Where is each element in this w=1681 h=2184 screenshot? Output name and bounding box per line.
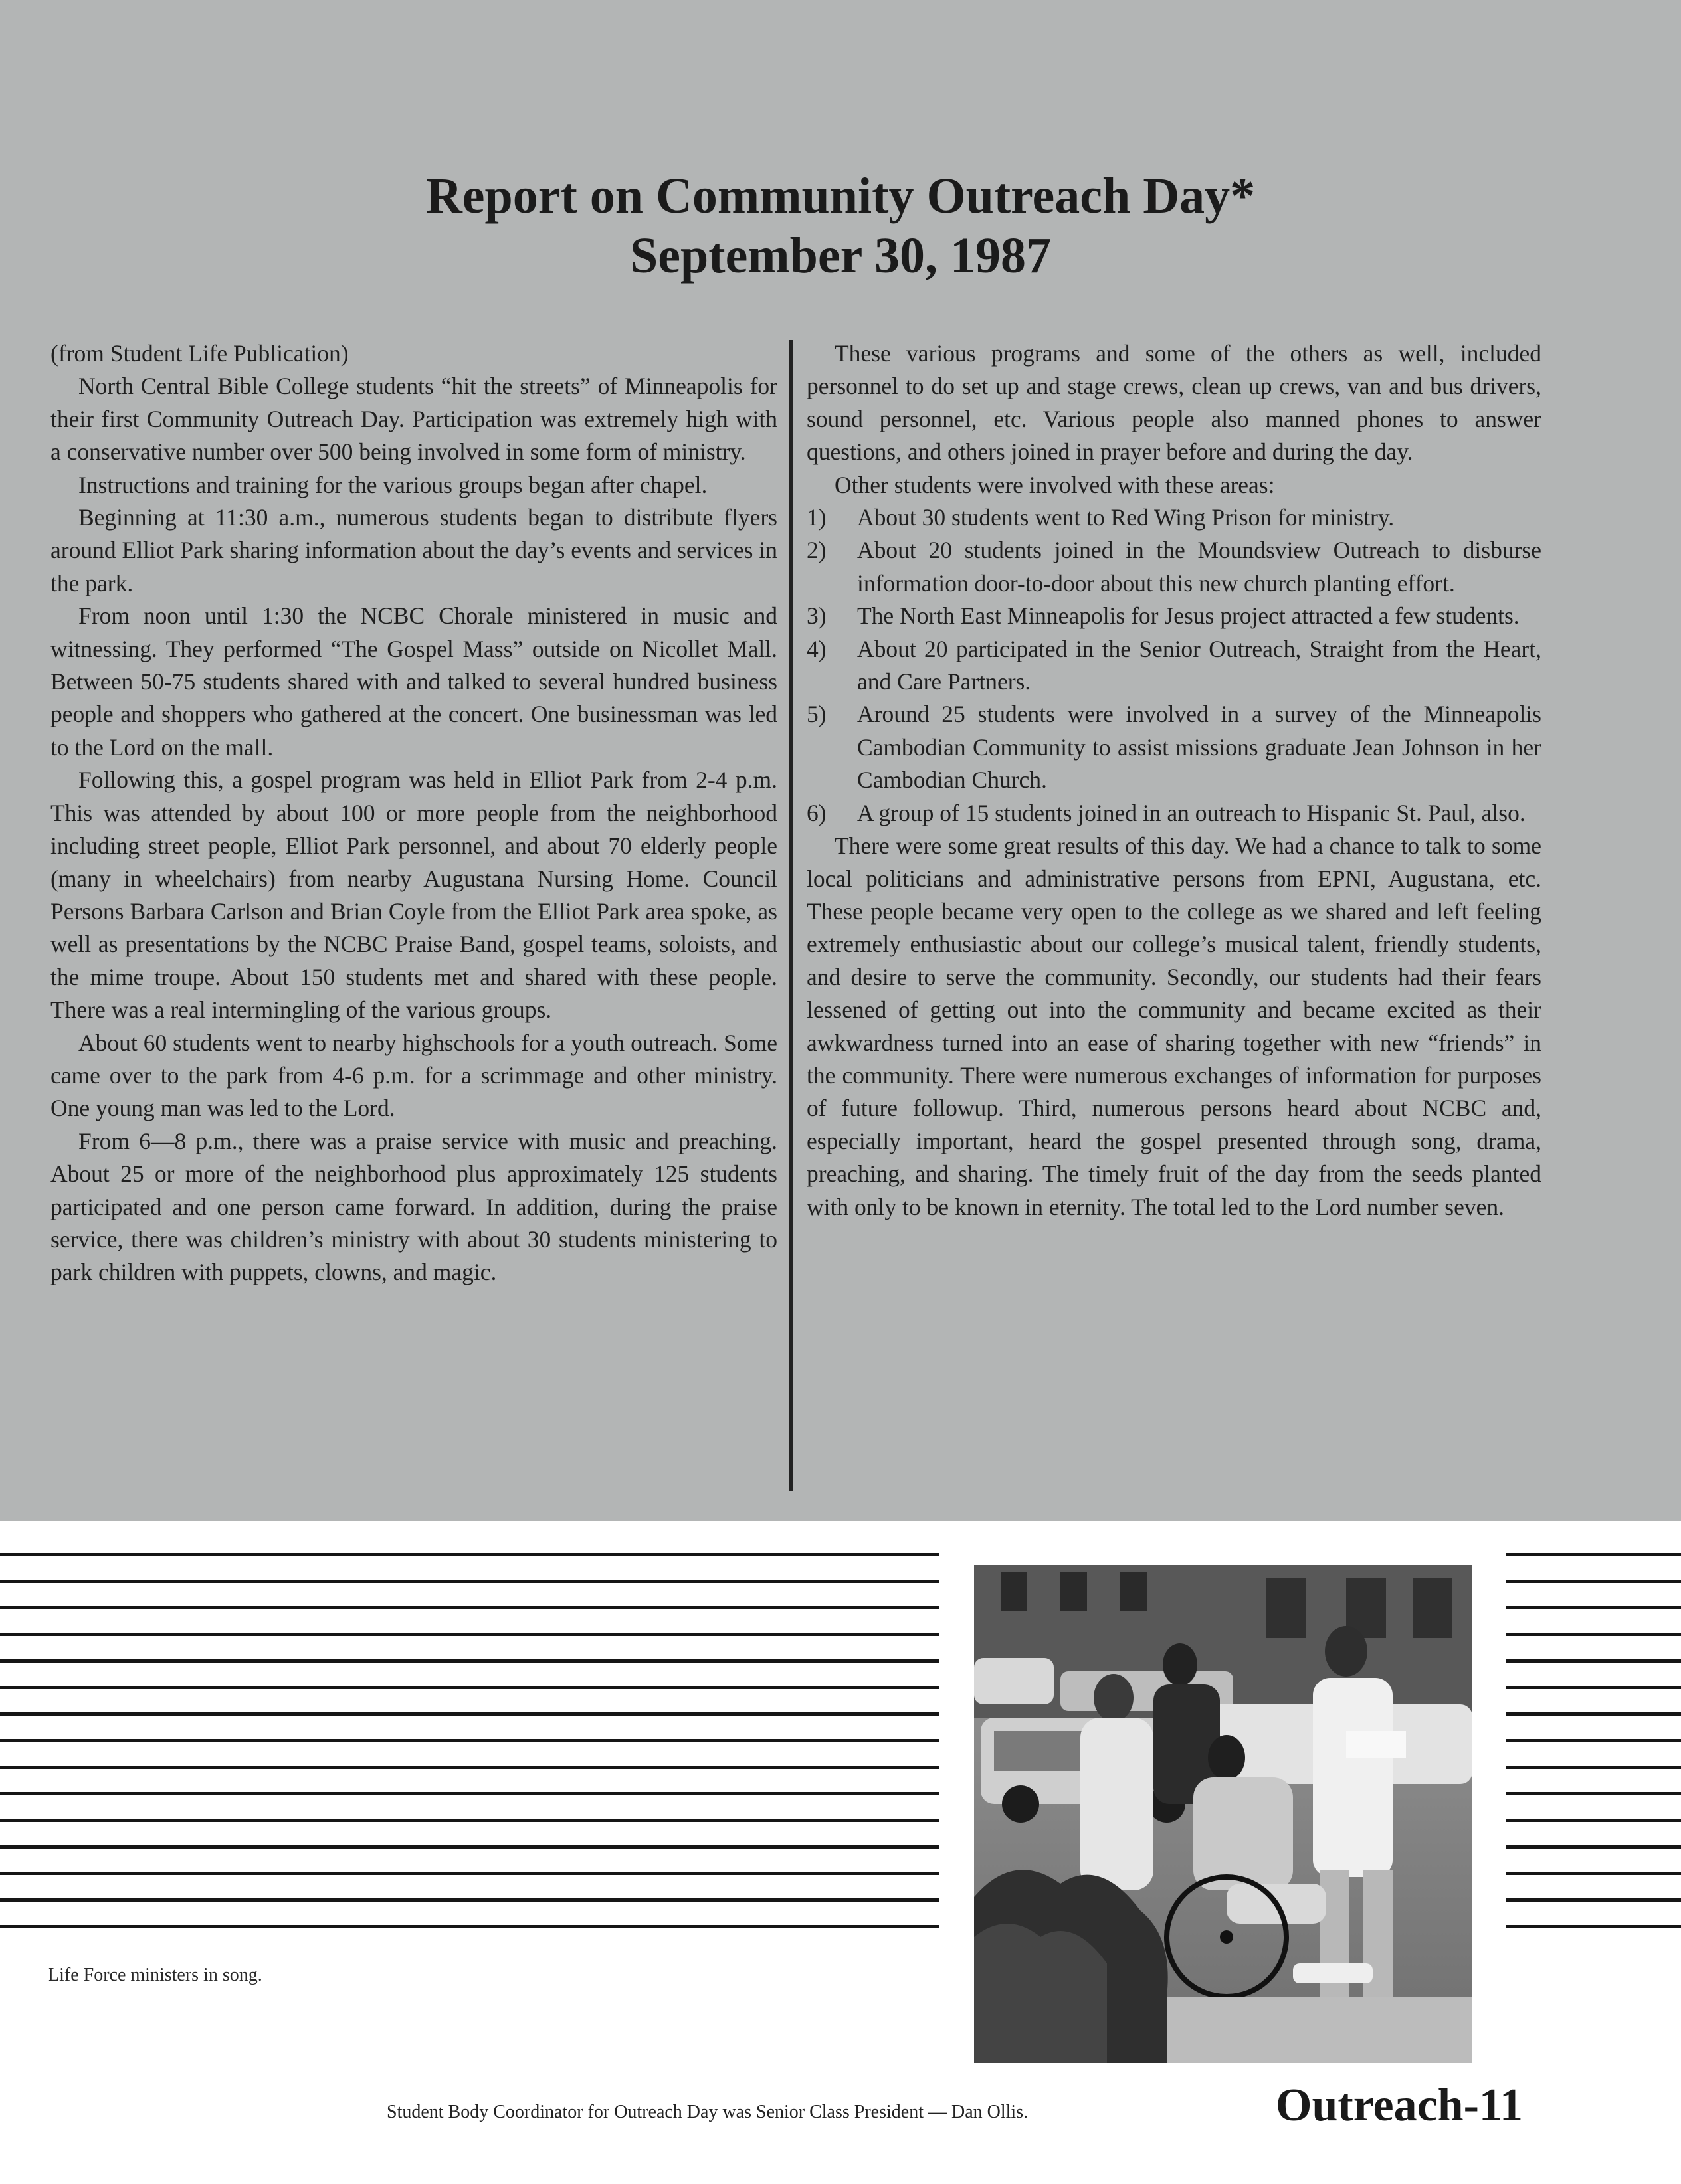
stripe-line [0, 1925, 939, 1928]
list-number: 5) [807, 701, 827, 728]
article-paragraph: There were some great results of this day. We had a chance to talk to some local politicians and administrative persons from EPNI, Augustana, etc. These people became very open to the college as we shared and left feeling extremely enthusiastic about our college’s musical talent, friendly students, and desire to serve the community. Secondly, our students had their fears lessened of getting out into the community and became excited as their awkwardness turned into an ease of sharing together with new “friends” in the community. There were numerous exchanges of information for purposes of future followup. Third, numerous persons heard about NCBC and, especially important, heard the gospel presented through song, drama, preaching, and sharing. The timely fruit of the day from the seeds planted with only to be known in eternity. The total led to the Lord number seven. [807, 832, 1541, 1220]
list-intro: Other students were involved with these areas: [835, 471, 1275, 498]
stripe-line [1506, 1819, 1681, 1822]
stripe-line [1506, 1739, 1681, 1742]
list-item [807, 534, 1541, 600]
stripe-line [0, 1766, 939, 1769]
list-item [807, 633, 1541, 699]
article-paragraph: From noon until 1:30 the NCBC Chorale ministered in music and witnessing. They performed “The Gospel Mass” outside on Nicollet Mall. Between 50-75 students shared with and talked to several hundred business people and shoppers who gathered at the concert. One businessman was led to the Lord on the mall. [50, 602, 777, 761]
photo-caption: Life Force ministers in song. [48, 1965, 262, 1985]
stripe-line [1506, 1553, 1681, 1556]
column-divider [789, 340, 793, 1491]
page-title [0, 166, 1681, 286]
stripe-line [0, 1633, 939, 1636]
list-number: 2) [807, 537, 827, 564]
list-number: 3) [807, 602, 827, 630]
list-text: Around 25 students were involved in a survey of the Minneapolis Cambodian Community to assist missions graduate Jean Johnson in her Cambodian Church. [857, 701, 1541, 794]
list-text: The North East Minneapolis for Jesus project attracted a few students. [857, 602, 1520, 630]
article-paragraph: From 6—8 p.m., there was a praise service with music and preaching. About 25 or more of the neighborhood plus approximately 125 students participated and one person came forward. In addition, during the praise service, there was children’s ministry with about 30 students ministering to park children with puppets, clowns, and magic. [50, 1127, 777, 1286]
stripe-line [0, 1659, 939, 1663]
stripe-line [0, 1739, 939, 1742]
stripe-line [0, 1792, 939, 1795]
stripe-line [1506, 1766, 1681, 1769]
article-paragraph: These various programs and some of the others as well, included personnel to do set up and stage crews, clean up crews, van and bus drivers, sound personnel, etc. Various people also manned phones to answer questions, and others joined in prayer before and during the day. [807, 340, 1541, 466]
left-article-column [50, 337, 777, 1289]
stripe-line [0, 1898, 939, 1902]
list-number: 1) [807, 504, 827, 531]
list-number: 6) [807, 799, 827, 826]
stripe-line [0, 1712, 939, 1716]
stripe-line [0, 1845, 939, 1849]
stripe-line [1506, 1845, 1681, 1849]
decorative-stripes-right [1506, 1553, 1681, 1952]
article-paragraph: Beginning at 11:30 a.m., numerous students began to distribute flyers around Elliot Park sharing information about the day’s events and services in the park. [50, 504, 777, 596]
article-paragraph: About 60 students went to nearby highschools for a youth outreach. Some came over to the park from 4-6 p.m. for a scrimmage and other ministry. One young man was led to the Lord. [50, 1029, 777, 1122]
credit-line: Student Body Coordinator for Outreach Day was Senior Class President — Dan Ollis. [387, 2102, 1029, 2122]
stripe-line [0, 1606, 939, 1609]
title-line-1: Report on Community Outreach Day* [425, 168, 1256, 224]
stripe-line [1506, 1659, 1681, 1663]
stripe-line [0, 1580, 939, 1583]
list-item [807, 698, 1541, 796]
list-number: 4) [807, 635, 827, 662]
photo-illustration [974, 1565, 1472, 2063]
source-note: (from Student Life Publication) [50, 340, 349, 367]
stripe-line [1506, 1606, 1681, 1609]
list-item [807, 600, 1541, 632]
list-item [807, 797, 1541, 830]
list-text: About 20 students joined in the Moundsview Outreach to disburse information door-to-door about this new church planting effort. [857, 537, 1541, 596]
title-line-2: September 30, 1987 [630, 228, 1051, 284]
stripe-line [1506, 1686, 1681, 1689]
stripe-line [0, 1553, 939, 1556]
article-paragraph: Following this, a gospel program was held in Elliot Park from 2-4 p.m. This was attended by about 100 or more people from the neighborhood including street people, Elliot Park personnel, and about 70 elderly people (many in wheelchairs) from nearby Augustana Nursing Home. Council Persons Barbara Carlson and Brian Coyle from the Elliot Park area spoke, as well as presentations by the NCBC Praise Band, gospel teams, soloists, and the mime troupe. About 150 students met and shared with these people. There was a real intermingling of the various groups. [50, 767, 777, 1024]
stripe-line [1506, 1898, 1681, 1902]
right-article-column [807, 337, 1541, 1224]
decorative-stripes-left [0, 1553, 939, 1952]
stripe-line [1506, 1580, 1681, 1583]
outreach-photo [974, 1565, 1472, 2063]
list-text: A group of 15 students joined in an outreach to Hispanic St. Paul, also. [857, 799, 1526, 826]
list-text: About 20 participated in the Senior Outreach, Straight from the Heart, and Care Partners. [857, 635, 1541, 695]
stripe-line [1506, 1633, 1681, 1636]
article-paragraph: North Central Bible College students “hit the streets” of Minneapolis for their first Community Outreach Day. Participation was extremely high with a conservative number over 500 being involved in some form of ministry. [50, 373, 777, 466]
stripe-line [0, 1686, 939, 1689]
stripe-line [1506, 1712, 1681, 1716]
stripe-line [1506, 1792, 1681, 1795]
article-paragraph: Instructions and training for the various groups began after chapel. [78, 471, 708, 498]
page-number-label: Outreach-11 [1276, 2080, 1524, 2131]
list-text: About 30 students went to Red Wing Prison for ministry. [857, 504, 1395, 531]
stripe-line [0, 1819, 939, 1822]
stripe-line [0, 1872, 939, 1875]
list-item [807, 501, 1541, 534]
stripe-line [1506, 1872, 1681, 1875]
stripe-line [1506, 1925, 1681, 1928]
